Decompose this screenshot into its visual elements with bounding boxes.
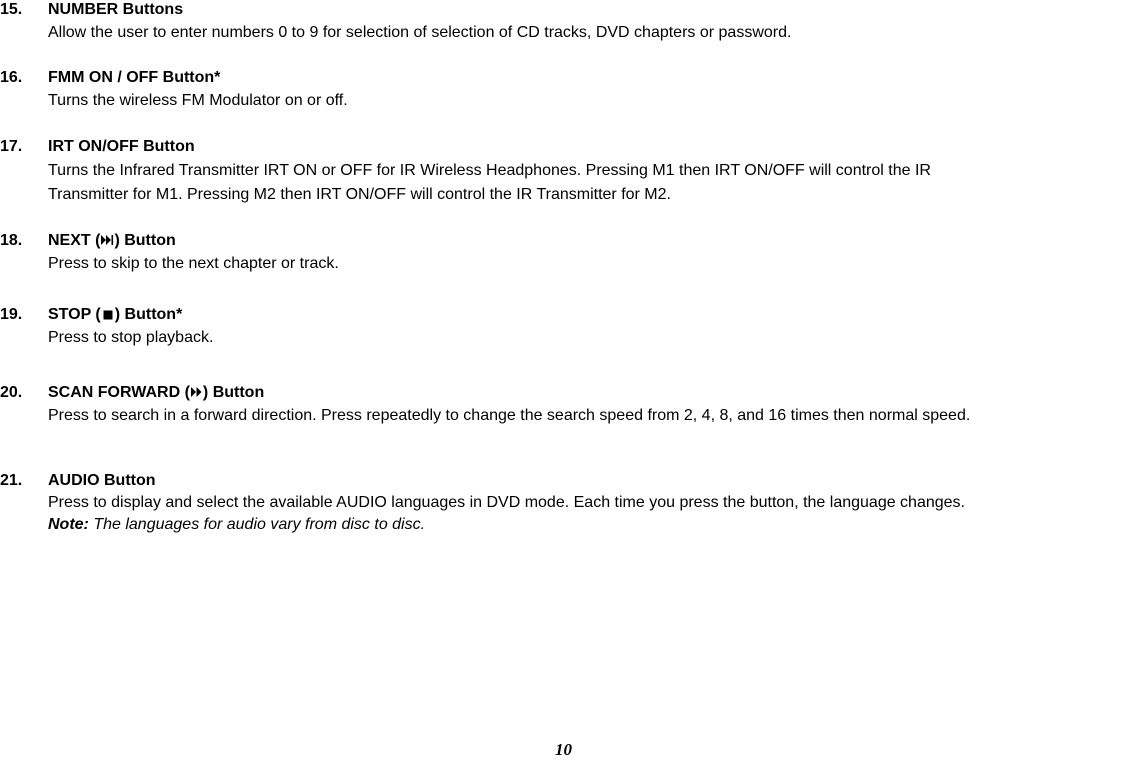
- item-title: FMM ON / OFF Button*: [48, 69, 221, 86]
- item-description-line-2: Transmitter for M1. Pressing M2 then IRT ON/OFF will control the IR Transmitter for M2.: [48, 186, 671, 203]
- item-number: 16.: [0, 69, 23, 86]
- item-description: Press to stop playback.: [48, 329, 214, 346]
- item-title: AUDIO Button: [48, 472, 156, 489]
- item-title: NEXT ( ) Button: [48, 232, 176, 249]
- item-title: STOP ( ) Button*: [48, 306, 183, 323]
- fast-forward-icon: [190, 384, 203, 403]
- item-description: Press to search in a forward direction. Press repeatedly to change the search speed from 2, 4, 8, and 16 times then normal speed.: [48, 407, 971, 424]
- item-description: Press to display and select the available AUDIO languages in DVD mode. Each time you press the button, the language changes.: [48, 494, 965, 511]
- item-number: 15.: [0, 1, 23, 18]
- note-text: The languages for audio vary from disc to disc.: [88, 516, 426, 533]
- item-number: 21.: [0, 472, 23, 489]
- item-number: 19.: [0, 306, 23, 323]
- item-description: Press to skip to the next chapter or track.: [48, 255, 339, 272]
- item-description: Turns the wireless FM Modulator on or off.: [48, 92, 348, 109]
- note-label: Note:: [48, 516, 89, 533]
- item-number: 20.: [0, 384, 23, 401]
- item-description: Allow the user to enter numbers 0 to 9 for selection of selection of CD tracks, DVD chapters or password.: [48, 24, 792, 41]
- item-number: 17.: [0, 138, 23, 155]
- next-icon: [100, 232, 114, 251]
- item-number: 18.: [0, 232, 23, 249]
- note: [48, 513, 1127, 537]
- item-title: NUMBER Buttons: [48, 1, 184, 18]
- item-title: SCAN FORWARD ( ) Button: [48, 384, 265, 401]
- item-description-line-1: Turns the Infrared Transmitter IRT ON or OFF for IR Wireless Headphones. Pressing M1 then IRT ON/OFF will control the IR: [48, 162, 931, 179]
- item-title: IRT ON/OFF Button: [48, 138, 195, 155]
- stop-icon: [103, 306, 113, 325]
- page-number: 10: [555, 740, 572, 759]
